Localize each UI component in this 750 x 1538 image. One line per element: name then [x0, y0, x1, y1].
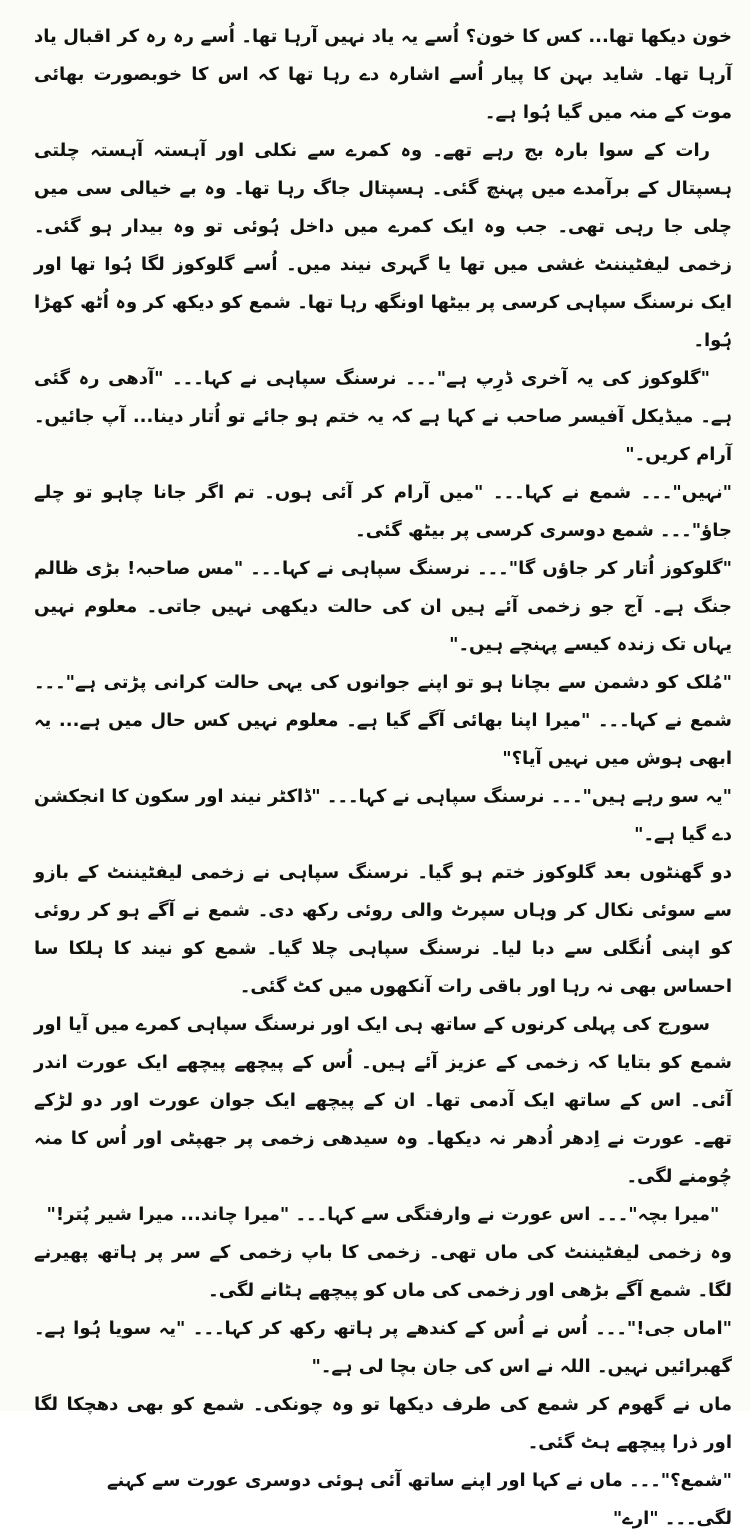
urdu-text-block	[34, 18, 732, 1538]
paragraph: ماں نے گھوم کر شمع کی طرف دیکھا تو وہ چونکی۔ شمع کو بھی دھچکا لگا اور ذرا پیچھے ہٹ گئی۔	[34, 1394, 732, 1453]
paragraph: رات کے سوا بارہ بج رہے تھے۔ وہ کمرے سے نکلی اور آہستہ آہستہ چلتی ہسپتال کے برآمدے میں پہنچ گئی۔ ہسپتال جاگ رہا تھا۔ وہ بے خیالی سی میں چلی جا رہی تھی۔ جب وہ ایک کمرے میں داخل ہُوئی تو وہ بیدار ہو گئی۔ زخمی لیفٹیننٹ غشی میں تھا یا گہری نیند میں۔ اُسے گلوکوز لگا ہُوا تھا اور ایک نرسنگ سپاہی کرسی پر بیٹھا اونگھ رہا تھا۔ شمع کو دیکھ کر وہ اُٹھ کھڑا ہُوا۔	[34, 140, 732, 351]
paragraph: "گلوکوز کی یہ آخری ڈرِپ ہے"۔۔۔ نرسنگ سپاہی نے کہا۔۔۔ "آدھی رہ گئی ہے۔ میڈیکل آفیسر صاحب نے کہا ہے کہ یہ ختم ہو جائے تو اُتار دینا... آپ جائیں۔ آرام کریں۔"	[34, 368, 732, 465]
paragraph: خون دیکھا تھا... کس کا خون؟ اُسے یہ یاد نہیں آرہا تھا۔ اُسے رہ رہ کر اقبال یاد آرہا تھا۔ شاید بہن کا پیار اُسے اشارہ دے رہا تھا کہ اس کا خوبصورت بھائی موت کے منہ میں گیا ہُوا ہے۔	[34, 26, 732, 123]
paragraph: "یہ سو رہے ہیں"۔۔۔ نرسنگ سپاہی نے کہا۔۔۔ "ڈاکٹر نیند اور سکون کا انجکشن دے گیا ہے۔"	[34, 786, 732, 845]
paragraph: "گلوکوز اُتار کر جاؤں گا"۔۔۔ نرسنگ سپاہی نے کہا۔۔۔ "مس صاحبہ! بڑی ظالم جنگ ہے۔ آج جو زخمی آئے ہیں ان کی حالت دیکھی نہیں جاتی۔ معلوم نہیں یہاں تک زندہ کیسے پہنچے ہیں۔"	[34, 558, 732, 655]
paragraph: "شمع؟"۔۔۔ ماں نے کہا اور اپنے ساتھ آئی ہوئی دوسری عورت سے کہنے لگی۔۔۔ "ارے"	[107, 1470, 732, 1529]
paragraph: "اماں جی!"۔۔۔ اُس نے اُس کے کندھے پر ہاتھ رکھ کر کہا۔۔۔ "یہ سویا ہُوا ہے۔ گھبرائیں نہیں۔ اللہ نے اس کی جان بچا لی ہے۔"	[34, 1318, 732, 1377]
paragraph: وہ زخمی لیفٹیننٹ کی ماں تھی۔ زخمی کا باپ زخمی کے سر پر ہاتھ پھیرنے لگا۔ شمع آگے بڑھی اور زخمی کی ماں کو پیچھے ہٹانے لگی۔	[34, 1242, 732, 1301]
paragraph: "میرا بچہ"۔۔۔ اس عورت نے وارفتگی سے کہا۔۔۔ "میرا چاند... میرا شیر پُتر!"	[46, 1204, 720, 1225]
paragraph: دو گھنٹوں بعد گلوکوز ختم ہو گیا۔ نرسنگ سپاہی نے زخمی لیفٹیننٹ کے بازو سے سوئی نکال کر وہاں سپرٹ والی روئی رکھ دی۔ شمع نے آگے ہو کر روئی کو اپنی اُنگلی سے دبا لیا۔ نرسنگ سپاہی چلا گیا۔ شمع کو نیند کا ہلکا سا احساس بھی نہ رہا اور باقی رات آنکھوں میں کٹ گئی۔	[34, 862, 732, 997]
paragraph: "نہیں"۔۔۔ شمع نے کہا۔۔۔ "میں آرام کر آئی ہوں۔ تم اگر جانا چاہو تو چلے جاؤ"۔۔۔ شمع دوسری کرسی پر بیٹھ گئی۔	[34, 482, 732, 541]
paragraph: سورج کی پہلی کرنوں کے ساتھ ہی ایک اور نرسنگ سپاہی کمرے میں آیا اور شمع کو بتایا کہ زخمی کے عزیز آئے ہیں۔ اُس کے پیچھے پیچھے ایک عورت اندر آئی۔ اس کے ساتھ ایک آدمی تھا۔ ان کے پیچھے ایک جوان عورت اور دو لڑکے تھے۔ عورت نے اِدھر اُدھر نہ دیکھا۔ وہ سیدھی زخمی پر جھپٹی اور اُس کا منہ چُومنے لگی۔	[34, 1014, 732, 1187]
paragraph: "مُلک کو دشمن سے بچانا ہو تو اپنے جوانوں کی یہی حالت کرانی پڑتی ہے"۔۔۔ شمع نے کہا۔۔۔ "میرا اپنا بھائی آگے گیا ہے۔ معلوم نہیں کس حال میں ہے... یہ ابھی ہوش میں نہیں آیا؟"	[34, 672, 733, 769]
